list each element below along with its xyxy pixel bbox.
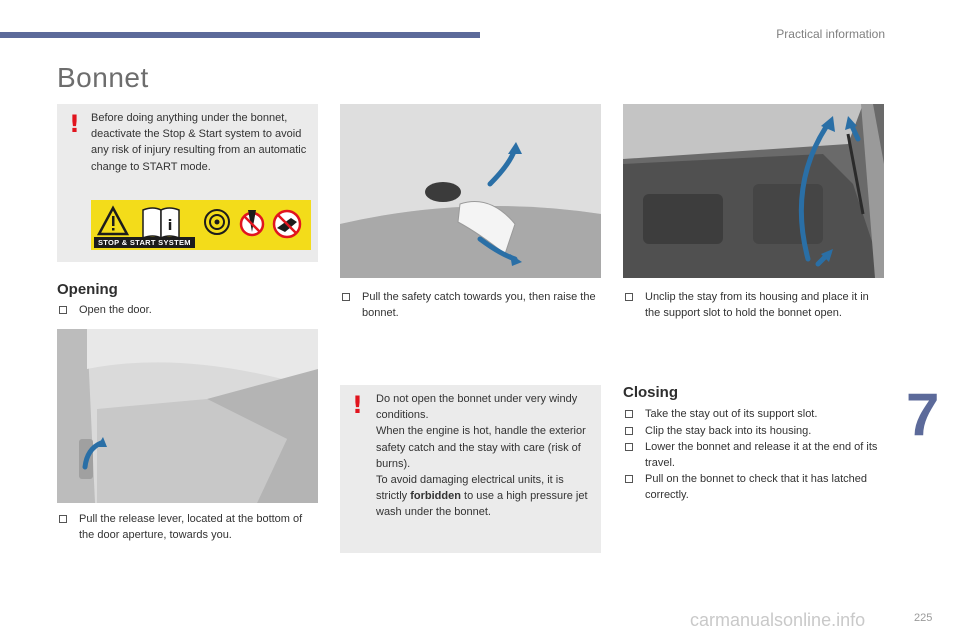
checkbox-bullet-icon <box>59 515 67 523</box>
safety-catch-illustration <box>340 104 601 278</box>
closing-step-1-text: Take the stay out of its support slot. <box>645 408 818 420</box>
windy-warning-box <box>340 385 601 553</box>
opening-heading: Opening <box>57 281 118 298</box>
stop-start-badge-caption: STOP & START SYSTEM <box>94 237 195 248</box>
opening-step-2-text: Pull the release lever, located at the bottom of the door aperture, towards you. <box>79 513 303 542</box>
closing-step-1 <box>623 406 885 422</box>
watermark: carmanualsonline.info <box>690 610 866 630</box>
engine-bay-image <box>623 104 884 278</box>
section-label: Practical information <box>776 27 885 41</box>
closing-step-3 <box>623 439 885 471</box>
opening-step-1-text: Open the door. <box>79 304 152 316</box>
checkbox-bullet-icon <box>625 443 633 451</box>
windy-warning-text <box>376 391 596 521</box>
windy-warning-part-3-bold: forbidden <box>410 490 461 503</box>
checkbox-bullet-icon <box>625 293 633 301</box>
checkbox-bullet-icon <box>625 410 633 418</box>
warning-icon: ! <box>69 110 80 138</box>
opening-step-4 <box>623 289 885 321</box>
door-aperture-image <box>57 329 318 503</box>
windy-warning-part-1: Do not open the bonnet under very windy conditions. <box>376 393 578 422</box>
windy-warning-part-2: When the engine is hot, handle the exterior safety catch and the stay with care (risk of burns). <box>376 425 586 470</box>
svg-text:i: i <box>167 218 173 234</box>
windy-warning-part-3-after: to use a high pressure jet wash under the bonnet. <box>376 490 588 519</box>
checkbox-bullet-icon <box>342 293 350 301</box>
stop-start-warning-text: Before doing anything under the bonnet, deactivate the Stop & Start system to avoid any risk of injury resulting from an automatic change to START mode. <box>91 112 307 173</box>
closing-heading: Closing <box>623 384 678 401</box>
closing-step-4-text: Pull on the bonnet to check that it has latched correctly. <box>645 473 867 502</box>
closing-step-2-text: Clip the stay back into its housing. <box>645 425 812 437</box>
checkbox-bullet-icon <box>59 306 67 314</box>
checkbox-bullet-icon <box>625 427 633 435</box>
opening-step-1 <box>57 302 317 318</box>
checkbox-bullet-icon <box>625 475 633 483</box>
safety-catch-image <box>340 104 601 278</box>
closing-step-4 <box>623 471 885 503</box>
page-number: 225 <box>914 612 933 624</box>
stop-start-badge <box>91 200 311 250</box>
opening-step-3-text: Pull the safety catch towards you, then raise the bonnet. <box>362 291 596 320</box>
door-aperture-illustration <box>57 329 318 503</box>
windy-warning-part-3 <box>376 472 596 521</box>
page-title: Bonnet <box>57 62 149 93</box>
warning-icon: ! <box>352 391 363 419</box>
engine-bay-illustration <box>623 104 884 278</box>
chapter-number: 7 <box>906 381 940 448</box>
opening-step-2 <box>57 511 319 543</box>
windy-warning-part-3-before: To avoid damaging electrical units, it is strictly <box>376 474 564 503</box>
header-accent-bar <box>0 32 480 38</box>
closing-step-2 <box>623 423 885 439</box>
opening-step-4-text: Unclip the stay from its housing and place it in the support slot to hold the bonnet open. <box>645 291 869 320</box>
closing-step-3-text: Lower the bonnet and release it at the end of its travel. <box>645 441 878 470</box>
opening-step-3 <box>340 289 600 321</box>
